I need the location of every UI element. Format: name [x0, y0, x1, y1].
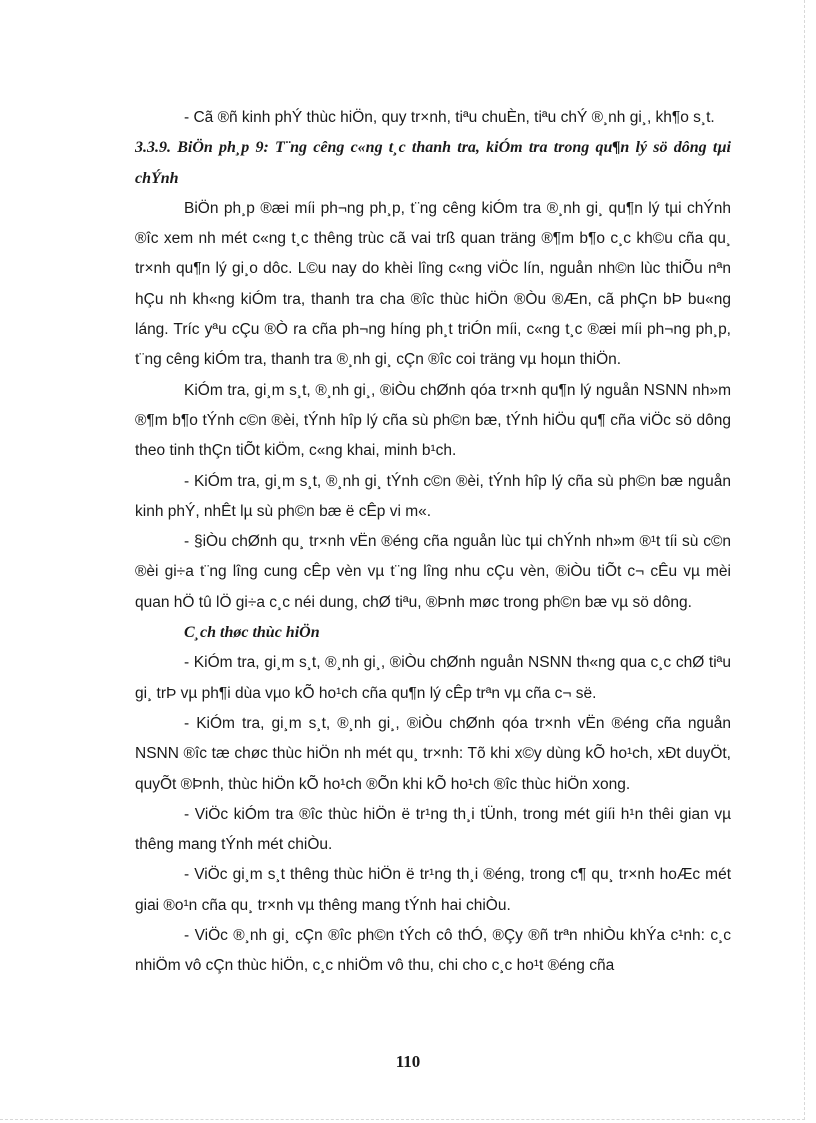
- paragraph-method-process: - KiÓm tra, gi¸m s¸t, ®¸nh gi¸, ®iÒu chØnh qóa tr×nh vËn ®éng cña nguån NSNN ®îc tæ chøc thùc hiÖn nh mét qu¸ tr×nh: Tõ khi x©y dùng kÕ ho¹ch, xÐt duyÖt, quyÕt ®Þnh, thùc hiÖn kÕ ho¹ch ®Õn khi kÕ ho¹ch ®îc thùc hiÖn xong.: [135, 714, 731, 793]
- section-heading: 3.3.9. BiÖn ph¸p 9: T¨ng cêng c«ng t¸c thanh tra, kiÓm tra trong qu¶n lý sö dông tµi chÝnh: [135, 139, 731, 187]
- document-body: [135, 103, 731, 982]
- paragraph-intro: BiÖn ph¸p ®æi míi ph¬ng ph¸p, t¨ng cêng kiÓm tra ®¸nh gi¸ qu¶n lý tµi chÝnh ®îc xem nh mét c«ng t¸c thêng trùc cã vai trß quan träng ®¶m b¶o c¸c kh©u cña qu¸ tr×nh qu¶n lý gi¸o dôc. L©u nay do khèi lîng c«ng viÖc lín, nguån nh©n lùc thiÕu nªn hÇu nh kh«ng kiÓm tra, thanh tra cha ®îc thùc hiÖn ®Òu ®Æn, cã phÇn bÞ bu«ng láng. Tríc yªu cÇu ®Ò ra cña ph¬ng híng ph¸t triÓn míi, c«ng t¸c ®æi míi ph¬ng ph¸p, t¨ng cêng kiÓm tra, thanh tra ®¸nh gi¸ cÇn ®îc coi träng vµ hoµn thiÖn.: [135, 199, 731, 369]
- page-number: 110: [395, 1052, 421, 1071]
- paragraph-inspection-purpose: KiÓm tra, gi¸m s¸t, ®¸nh gi¸, ®iÒu chØnh qóa tr×nh qu¶n lý nguån NSNN nh»m ®¶m b¶o tÝnh c©n ®èi, tÝnh hîp lý cña sù ph©n bæ, tÝnh hiÖu qu¶ cña viÖc sö dông theo tinh thÇn tiÕt kiÖm, c«ng khai, minh b¹ch.: [135, 381, 731, 460]
- paragraph-inspection-static: - ViÖc kiÓm tra ®îc thùc hiÖn ë tr¹ng th¸i tÜnh, trong mét giíi h¹n thêi gian vµ thêng mang tÝnh mét chiÒu.: [135, 805, 731, 854]
- paragraph-adjustment: - §iÒu chØnh qu¸ tr×nh vËn ®éng cña nguån lùc tµi chÝnh nh»m ®¹t tíi sù c©n ®èi gi÷a t¨ng lîng cung cÊp vèn vµ t¨ng lîng nhu cÇu vèn, ®iÒu tiÕt c¬ cÊu vµ mèi quan hÖ tû lÖ gi÷a c¸c néi dung, chØ tiªu, ®Þnh møc trong ph©n bæ vµ sö dông.: [135, 533, 731, 611]
- paragraph-funding-criteria: - Cã ®ñ kinh phÝ thùc hiÖn, quy tr×nh, tiªu chuÈn, tiªu chÝ ®¸nh gi¸, kh¶o s¸t.: [184, 109, 715, 126]
- paragraph-method-indicators: - KiÓm tra, gi¸m s¸t, ®¸nh gi¸, ®iÒu chØnh nguån NSNN th«ng qua c¸c chØ tiªu gi¸ trÞ vµ ph¶i dùa vµo kÕ ho¹ch cña qu¶n lý cÊp trªn vµ cña c¬ së.: [135, 654, 731, 702]
- sub-heading-method: C¸ch thøc thùc hiÖn: [184, 624, 320, 642]
- paragraph-monitoring-dynamic: - ViÖc gi¸m s¸t thêng thùc hiÖn ë tr¹ng th¸i ®éng, trong c¶ qu¸ tr×nh hoÆc mét giai ®o¹n cña qu¸ tr×nh vµ thêng mang tÝnh hai chiÒu.: [135, 866, 731, 914]
- paragraph-inspection-allocation: - KiÓm tra, gi¸m s¸t, ®¸nh gi¸ tÝnh c©n ®èi, tÝnh hîp lý cña sù ph©n bæ nguån kinh phÝ, nhÊt lµ sù ph©n bæ ë cÊp vi m«.: [135, 472, 731, 520]
- paragraph-evaluation: - ViÖc ®¸nh gi¸ cÇn ®îc ph©n tÝch cô thÓ, ®Çy ®ñ trªn nhiÒu khÝa c¹nh: c¸c nhiÖm vô cÇn thùc hiÖn, c¸c nhiÖm vô thu, chi cho c¸c ho¹t ®éng cña: [135, 927, 731, 975]
